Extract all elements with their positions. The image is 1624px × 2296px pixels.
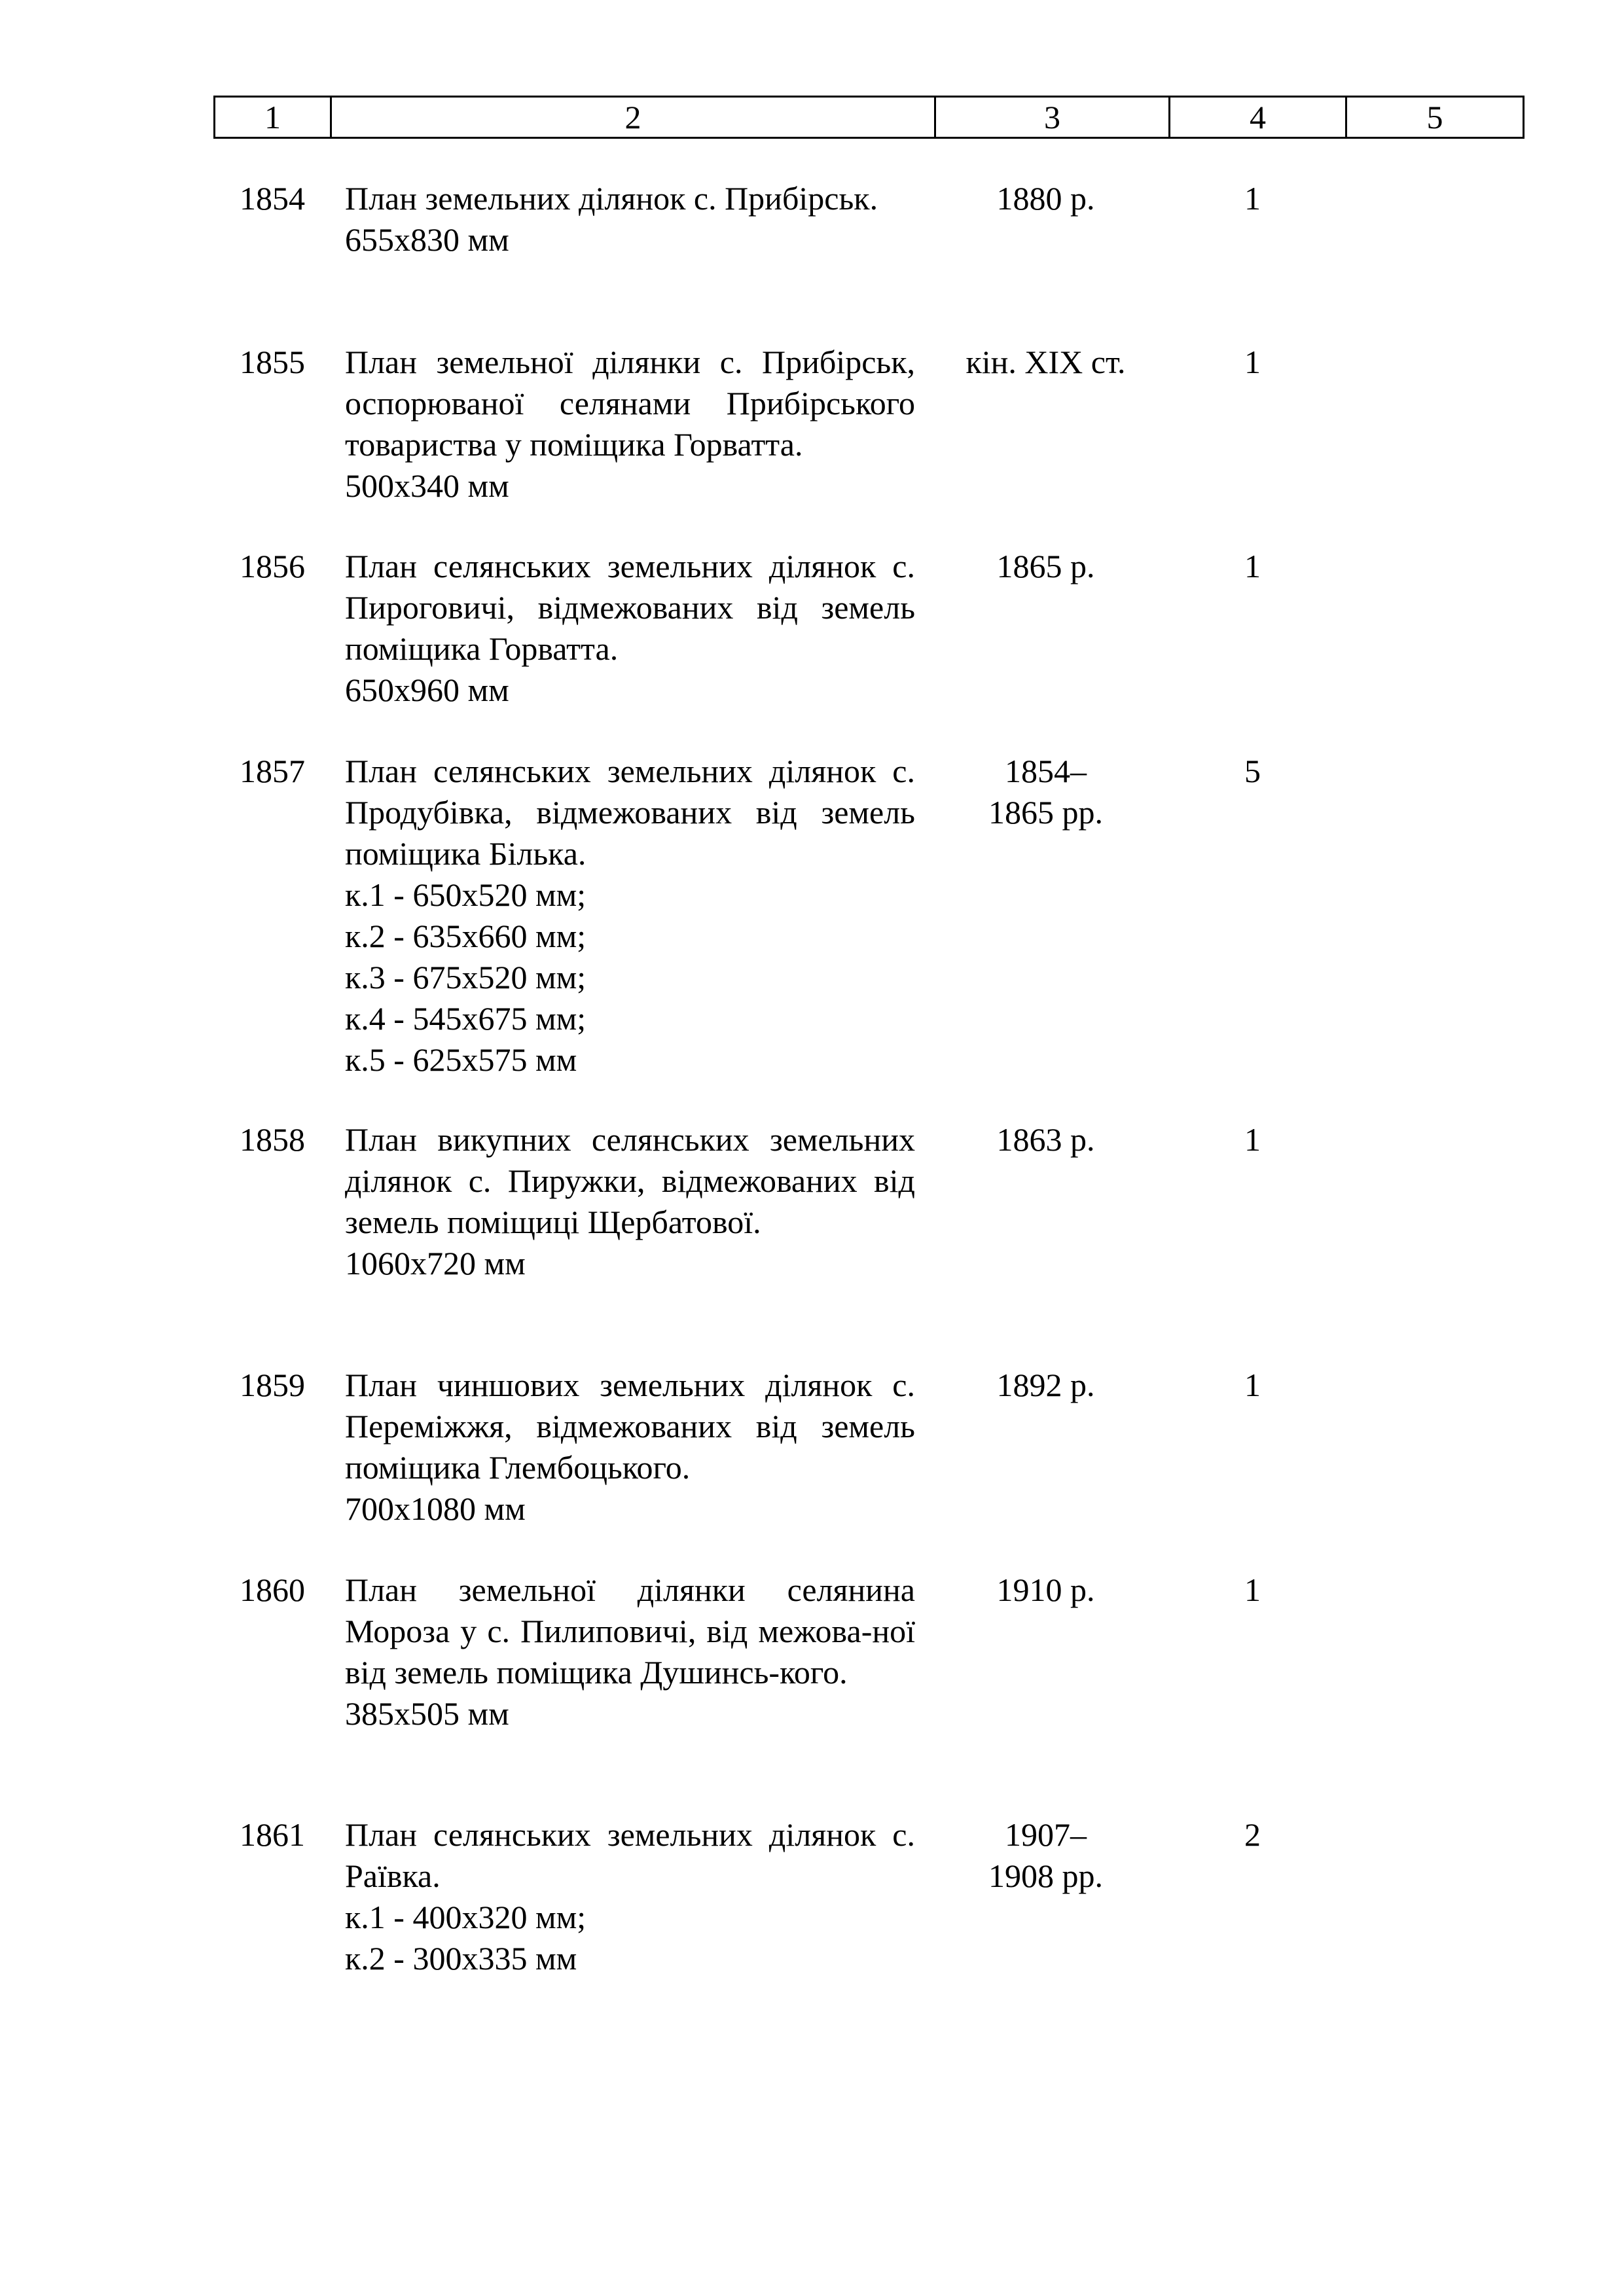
entry-date xyxy=(929,342,1162,383)
entry-detail: к.4 - 545х675 мм; xyxy=(345,1000,586,1037)
entry-date xyxy=(929,1119,1162,1160)
entry-detail: 700х1080 мм xyxy=(345,1490,526,1527)
entry-detail: 385х505 мм xyxy=(345,1695,509,1732)
entry-date-line: кін. ХІХ ст. xyxy=(965,344,1126,380)
column-number-header xyxy=(213,96,1525,139)
entry-date xyxy=(929,751,1162,833)
entry-number: 1859 xyxy=(240,1367,305,1403)
entry-quantity: 1 xyxy=(1244,1571,1261,1608)
entry-description xyxy=(345,342,915,507)
entry-description xyxy=(345,178,915,260)
entry-quantity: 1 xyxy=(1244,1121,1261,1158)
entry-title: План селянських земельних ділянок с. Раївка. xyxy=(345,1816,915,1894)
entry-quantity: 1 xyxy=(1244,180,1261,217)
entry-detail: к.2 - 635х660 мм; xyxy=(345,918,586,954)
entry-date xyxy=(929,178,1162,219)
entry-detail: 655х830 мм xyxy=(345,221,509,258)
entry-detail: к.3 - 675х520 мм; xyxy=(345,959,586,996)
header-row xyxy=(215,97,1524,138)
entry-date-line: 1854– xyxy=(1005,753,1087,789)
entry-detail: к.2 - 300х335 мм xyxy=(345,1940,577,1977)
entry-title: План земельних ділянок с. Прибірськ. xyxy=(345,180,878,217)
entry-date-line: 1907– xyxy=(1005,1816,1087,1853)
entry-number: 1855 xyxy=(240,344,305,380)
entry-date-line: 1863 р. xyxy=(996,1121,1095,1158)
entry-date-line: 1880 р. xyxy=(996,180,1095,217)
entry-title: План селянських земельних ділянок с. Продубівка, відмежованих від земель поміщика Білька. xyxy=(345,753,915,872)
entry-detail: 500х340 мм xyxy=(345,467,509,504)
entry-number: 1857 xyxy=(240,753,305,789)
entry-description xyxy=(345,1365,915,1530)
header-col-1: 1 xyxy=(215,97,331,138)
entry-date xyxy=(929,1570,1162,1611)
entry-date-line: 1892 р. xyxy=(996,1367,1095,1403)
header-col-3: 3 xyxy=(935,97,1170,138)
entry-number: 1858 xyxy=(240,1121,305,1158)
entry-quantity: 1 xyxy=(1244,344,1261,380)
entry-number: 1854 xyxy=(240,180,305,217)
entry-quantity: 2 xyxy=(1244,1816,1261,1853)
entry-title: План викупних селянських земельних ділянок с. Пиружки, відмежованих від земель поміщиці Щербатової. xyxy=(345,1121,915,1240)
entry-date-line: 1865 р. xyxy=(996,548,1095,584)
entry-title: План чиншових земельних ділянок с. Переміжжя, відмежованих від земель поміщика Глембоцького. xyxy=(345,1367,915,1486)
header-col-4: 4 xyxy=(1170,97,1346,138)
entry-description xyxy=(345,751,915,1081)
entry-quantity: 5 xyxy=(1244,753,1261,789)
entry-date-line: 1865 рр. xyxy=(988,794,1103,831)
entry-date xyxy=(929,1365,1162,1406)
entry-quantity: 1 xyxy=(1244,548,1261,584)
entry-description xyxy=(345,1119,915,1284)
entry-date-line: 1910 р. xyxy=(996,1571,1095,1608)
header-col-5: 5 xyxy=(1346,97,1524,138)
entry-title: План селянських земельних ділянок с. Пироговичі, відмежованих від земель поміщика Горватта. xyxy=(345,548,915,667)
entry-description xyxy=(345,1814,915,1979)
entry-date xyxy=(929,1814,1162,1897)
entry-title: План земельної ділянки с. Прибірськ, оспорюваної селянами Прибірського товариства у поміщика Горватта. xyxy=(345,344,915,463)
entry-detail: к.1 - 650х520 мм; xyxy=(345,876,586,913)
entry-date xyxy=(929,546,1162,587)
entry-detail: 1060х720 мм xyxy=(345,1245,526,1282)
entry-number: 1856 xyxy=(240,548,305,584)
entry-quantity: 1 xyxy=(1244,1367,1261,1403)
entry-detail: к.5 - 625х575 мм xyxy=(345,1041,577,1078)
entry-date-line: 1908 рр. xyxy=(988,1857,1103,1894)
entry-description xyxy=(345,546,915,711)
header-col-2: 2 xyxy=(331,97,935,138)
entry-title: План земельної ділянки селянина Мороза у с. Пилиповичі, від межова-ної від земель поміщика Душинсь-кого. xyxy=(345,1571,915,1691)
entry-number: 1861 xyxy=(240,1816,305,1853)
entry-description xyxy=(345,1570,915,1734)
entry-detail: к.1 - 400х320 мм; xyxy=(345,1899,586,1935)
entry-number: 1860 xyxy=(240,1571,305,1608)
entry-detail: 650х960 мм xyxy=(345,672,509,708)
